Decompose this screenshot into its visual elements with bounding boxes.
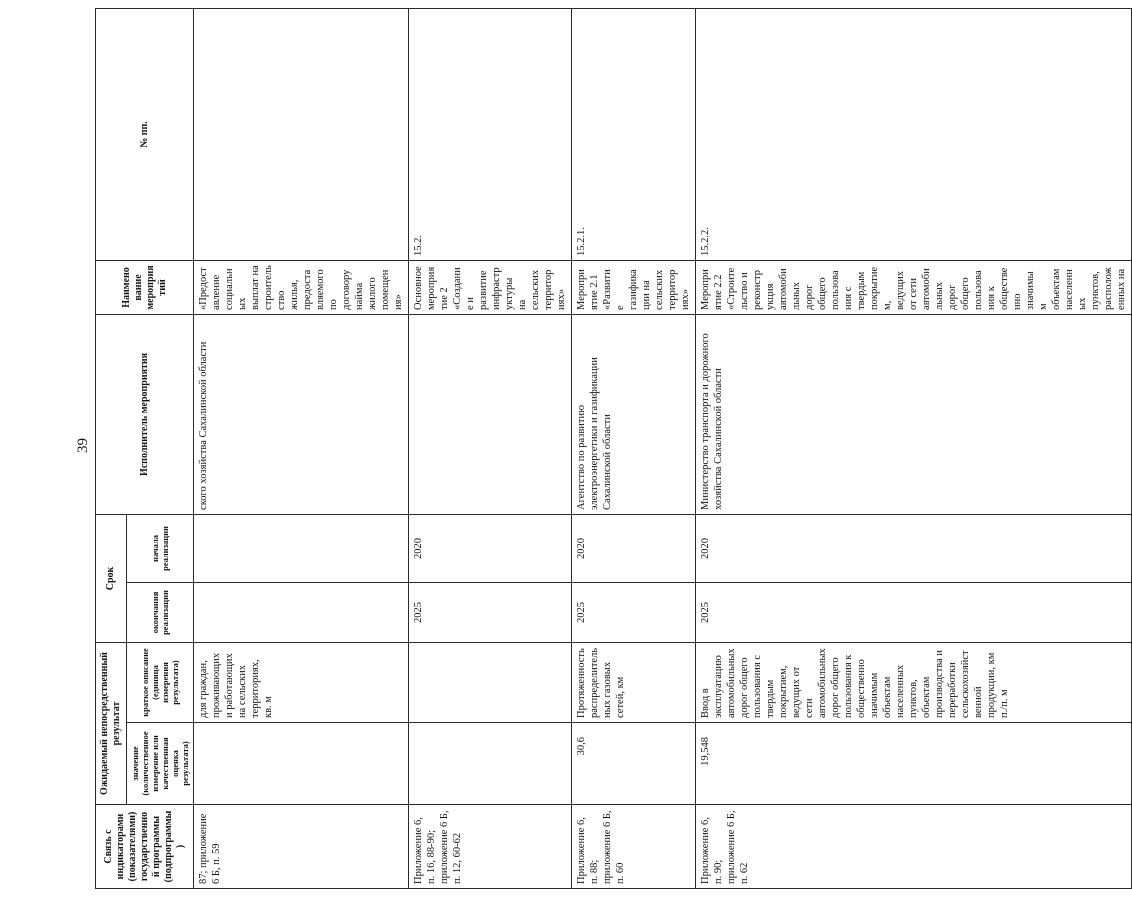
row-number [194,8,409,260]
rotated-table-area [95,9,1127,889]
term-end [194,582,409,642]
term-end: 2025 [409,582,572,642]
measure-name: Основное мероприятие 2 «Создание и развитие инфраструктуры на сельских территориях» [409,260,572,314]
result-description: Ввод в эксплуатацию автомобильных дорог общего пользования с твердым покрытием, ведущих от сети автомобильных дорог общего пользования к общественно значимым объектам населенных пунктов, объектам производства и переработки сельскохозяйственной продукции, км п./п. м [696,642,1132,722]
indicator-link: Приложение 6, п. 16, 88-90; приложение 6 Б, п. 12, 60-62 [409,805,572,889]
term-start [194,514,409,582]
term-start: 2020 [572,514,696,582]
header-term-start: начала реализации [127,514,194,582]
table-row [696,8,1132,888]
indicator-link: Приложение 6, п. 90; приложение 6 Б, п. 62 [696,805,1132,889]
header-executor: Исполнитель мероприятия [96,314,194,514]
header-name: Наименование мероприятий [96,260,194,314]
row-number: 15.2.1. [572,8,696,260]
row-number: 15.2.2. [696,8,1132,260]
header-term-end: окончания реализации [127,582,194,642]
header-link: Связь с индикаторами (показателями) государственной программы (подпрограммы) [96,805,194,889]
measure-name: Мероприятие 2.1 «Развитие газификации на сельских территориях» [572,260,696,314]
term-start: 2020 [696,514,1132,582]
header-no: № пп. [96,8,194,260]
header-result-desc: краткое описание (единица измерения результата) [127,642,194,722]
measure-name: Мероприятие 2.2 «Строительство и реконструкция автомобильных дорог общего пользования с твердым покрытием, ведущих от сети автомобильных дорог общего пользования к общественно значимым объектам населенных пунктов, расположенных на [696,260,1132,314]
row-number: 15.2. [409,8,572,260]
indicator-link: Приложение 6, п. 88; приложение 6 Б, п. 60 [572,805,696,889]
page-number: 39 [75,438,91,453]
header-term: Срок [96,514,127,642]
term-end: 2025 [572,582,696,642]
indicator-link: 87; приложение 6 Б, п. 59 [194,805,409,889]
table-row [194,8,409,888]
result-value: 19,548 [696,723,1132,805]
result-value: 30,6 [572,723,696,805]
term-end: 2025 [696,582,1132,642]
header-result: Ожидаемый непосредственный результат [96,642,127,804]
executor: ского хозяйства Сахалинской области [194,314,409,514]
result-description: Протяженность распределительных газовых сетей, км [572,642,696,722]
result-description [409,642,572,722]
measure-name: «Предоставление социальных выплат на строительство жилья, предоставляемого по договору найма жилого помещения» [194,260,409,314]
header-result-value: значение (количественное измерение или качественная оценка результата) [127,723,194,805]
executor: Агентство по развитию электроэнергетики и газификации Сахалинской области [572,314,696,514]
executor [409,314,572,514]
result-value [409,723,572,805]
program-measures-table [95,8,1132,889]
term-start: 2020 [409,514,572,582]
result-description: для граждан, проживающих и работающих на сельских территориях, кв. м [194,642,409,722]
result-value [194,723,409,805]
table-row [572,8,696,888]
executor: Министерство транспорта и дорожного хозяйства Сахалинской области [696,314,1132,514]
table-row [409,8,572,888]
